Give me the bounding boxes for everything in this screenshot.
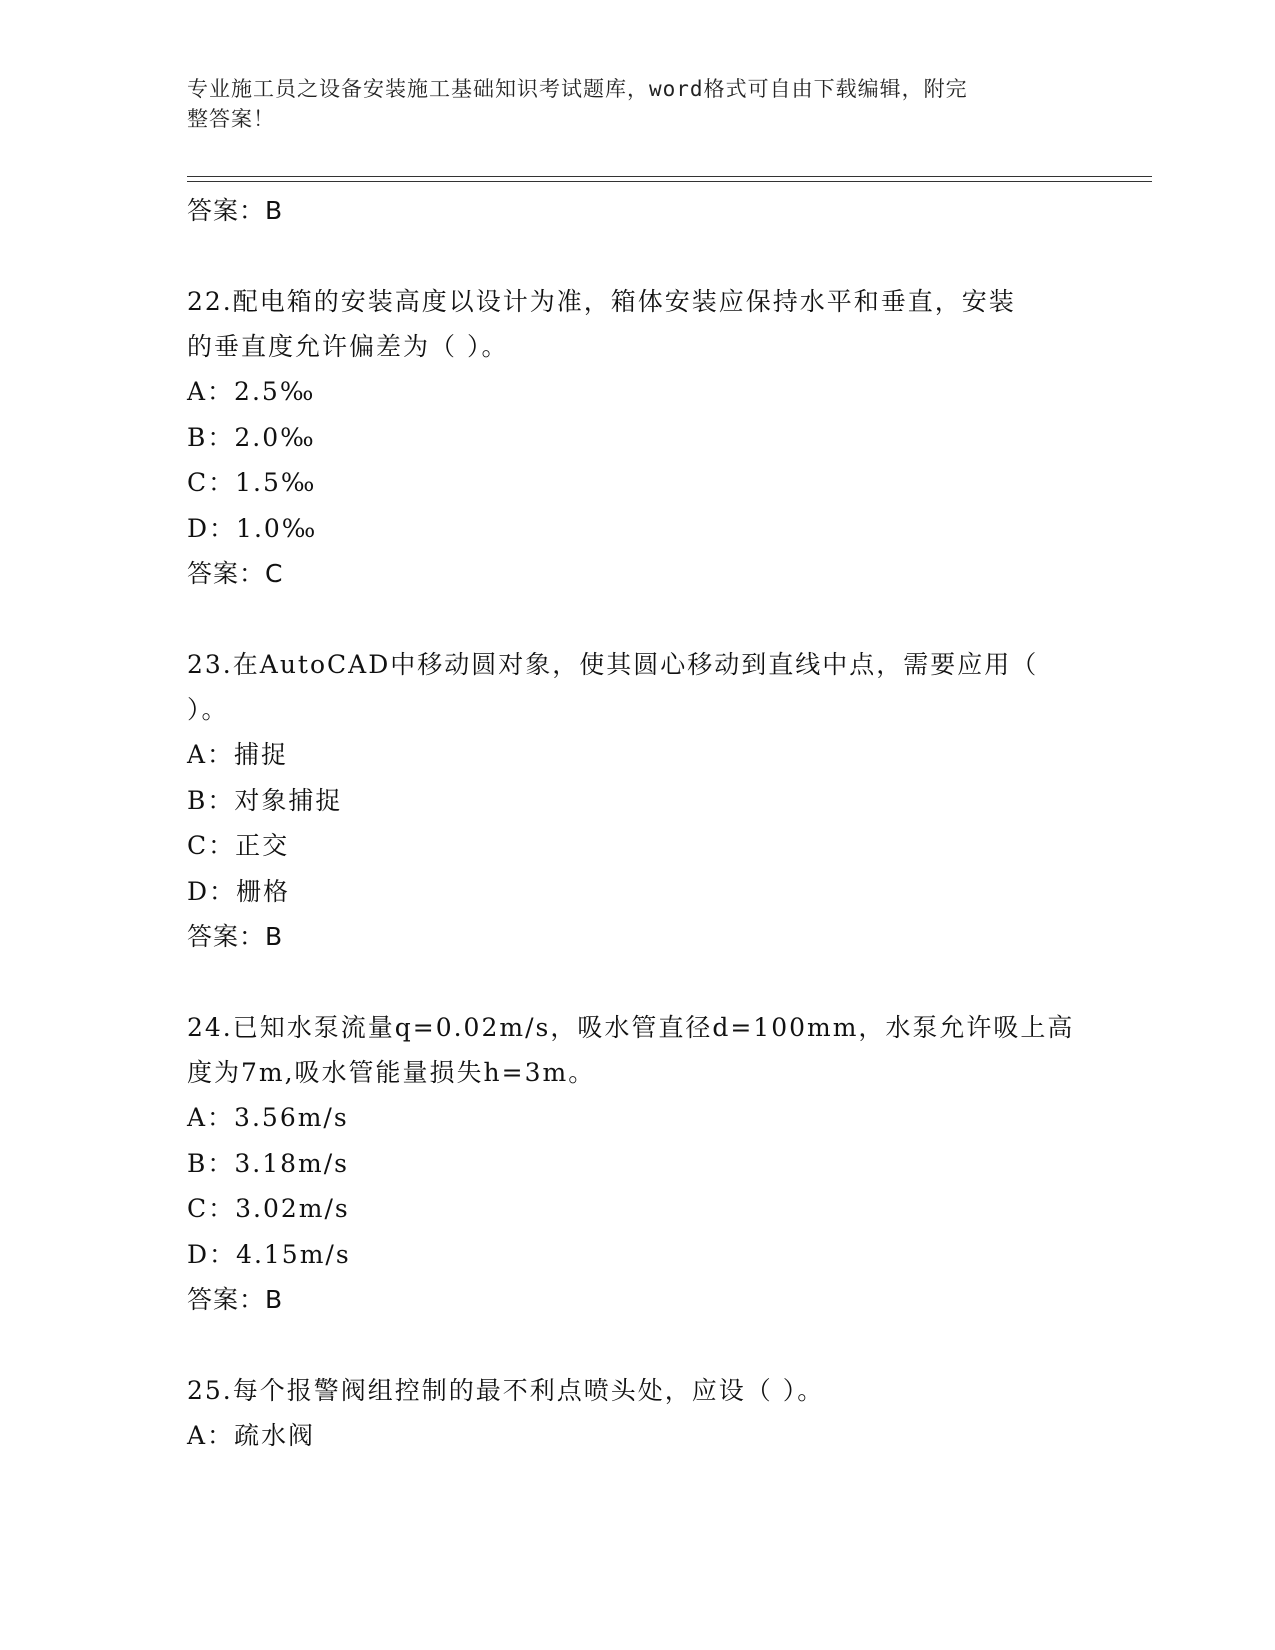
question-22-option-d: D：1.0‰ [187, 513, 318, 543]
header-line-1: 专业施工员之设备安装施工基础知识考试题库，word格式可自由下载编辑，附完 [187, 77, 968, 101]
question-24-option-c: C：3.02m/s [187, 1194, 350, 1223]
question-22-option-a: A：2.5‰ [187, 377, 316, 406]
spacer [187, 960, 1087, 1005]
question-25 [187, 1368, 1087, 1459]
question-23-option-a: A：捕捉 [187, 740, 289, 769]
question-22-stem-line-2: 的垂直度允许偏差为（ ）。 [187, 332, 509, 361]
question-22-stem-line-1: 22.配电箱的安装高度以设计为准，箱体安装应保持水平和垂直，安装 [187, 287, 1016, 316]
question-25-option-a: A：疏水阀 [187, 1421, 316, 1450]
document-header [187, 74, 1067, 134]
question-24-stem-line-2: 度为7m,吸水管能量损失h=3m。 [187, 1058, 596, 1087]
question-list [187, 188, 1087, 1459]
spacer [187, 1323, 1087, 1368]
header-divider-thick [187, 176, 1152, 177]
answer-22: 答案：C [187, 559, 284, 588]
question-22-option-c: C：1.5‰ [187, 468, 317, 497]
question-24-stem-line-1: 24.已知水泵流量q=0.02m/s，吸水管直径d=100mm，水泵允许吸上高 [187, 1013, 1075, 1042]
question-24-option-b: B：3.18m/s [187, 1148, 349, 1178]
answer-21: 答案：B [187, 196, 284, 225]
spacer [187, 234, 1087, 279]
question-23-option-c: C：正交 [187, 831, 290, 860]
question-23-stem-line-2: ）。 [187, 695, 229, 724]
question-24-option-d: D：4.15m/s [187, 1239, 351, 1269]
header-line-2: 整答案！ [187, 107, 275, 131]
question-22 [187, 279, 1087, 597]
answer-23: 答案：B [187, 922, 284, 951]
spacer [187, 597, 1087, 642]
question-24-option-a: A：3.56m/s [187, 1103, 349, 1132]
question-23-option-d: D：栅格 [187, 876, 291, 906]
question-23-option-b: B：对象捕捉 [187, 785, 343, 815]
question-23 [187, 642, 1087, 960]
question-25-stem-line-1: 25.每个报警阀组控制的最不利点喷头处，应设（ ）。 [187, 1376, 825, 1405]
question-23-stem-line-1: 23.在AutoCAD中移动圆对象，使其圆心移动到直线中点，需要应用（ [187, 650, 1039, 679]
header-divider-thin [187, 181, 1152, 182]
answer-24: 答案：B [187, 1285, 284, 1314]
question-22-option-b: B：2.0‰ [187, 422, 316, 452]
question-24 [187, 1005, 1087, 1323]
